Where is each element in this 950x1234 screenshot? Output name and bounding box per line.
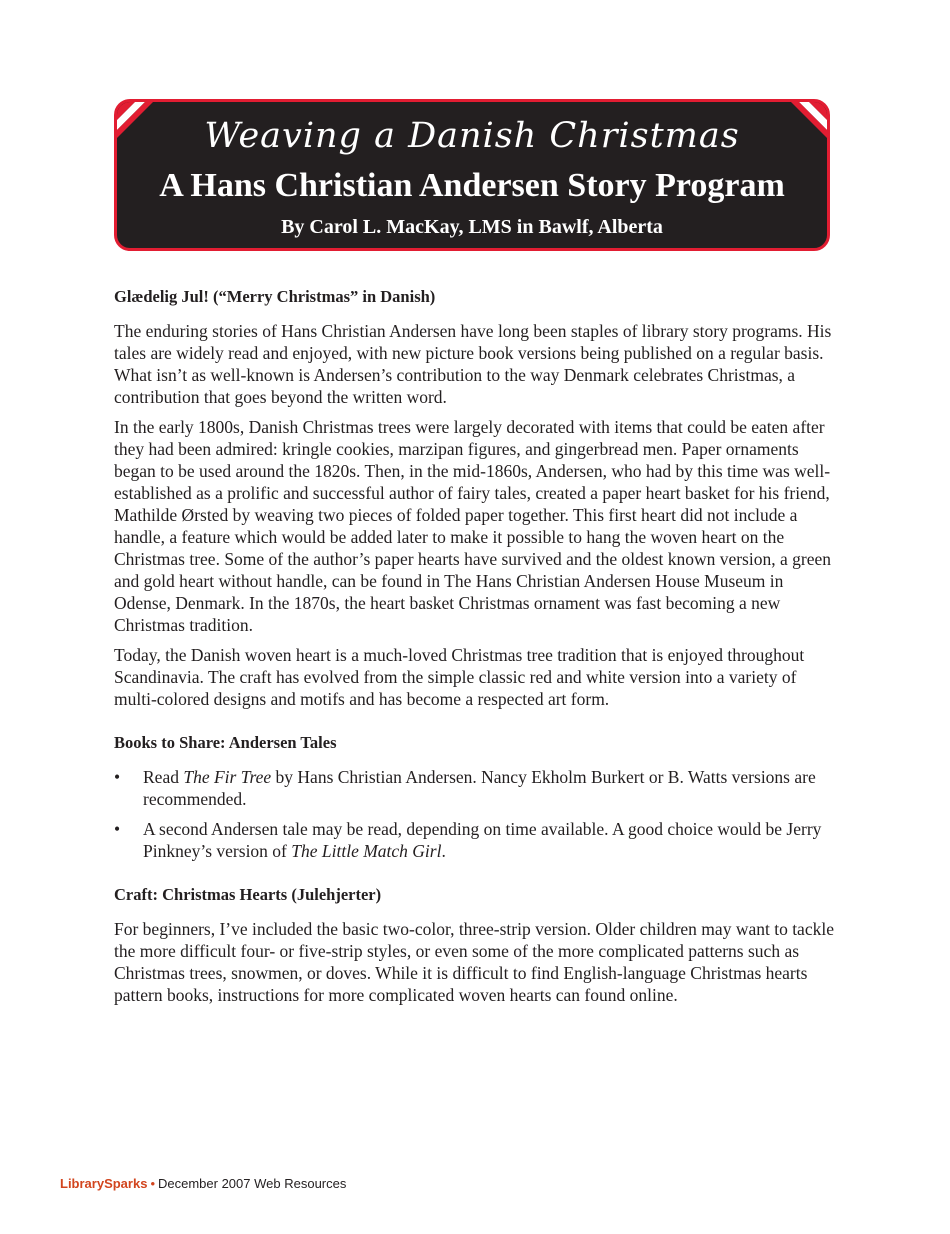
article-body bbox=[114, 286, 840, 1014]
books-list bbox=[114, 766, 840, 862]
book-title-match-girl: The Little Match Girl bbox=[291, 841, 442, 861]
author-byline: By Carol L. MacKay, LMS in Bawlf, Alberta bbox=[281, 216, 663, 238]
footer-separator: • bbox=[150, 1176, 155, 1191]
paragraph-history: In the early 1800s, Danish Christmas trees were largely decorated with items that could be eaten after they had been admired: kringle cookies, marzipan figures, and gingerbread men. Paper ornaments began to be used around the 1820s. Then, in the mid-1860s, Andersen, who had by this time was well-established as a prolific and successful author of fairy tales, created a paper heart basket for his friend, Mathilde Ørsted by weaving two pieces of folded paper together. This first heart did not include a handle, a feature which would be added later to make it possible to hang the woven heart on the Christmas tree. Some of the author’s paper hearts have survived and the oldest known version, a green and gold heart without handle, can be found in The Hans Christian Andersen House Museum in Odense, Denmark. In the 1870s, the heart basket Christmas ornament was fast becoming a new Christmas tradition. bbox=[114, 417, 831, 635]
bullet-text-pre: Read bbox=[143, 767, 184, 787]
section-heading-greeting: Glædelig Jul! (“Merry Christmas” in Danish) bbox=[114, 287, 436, 306]
paragraph-today: Today, the Danish woven heart is a much-loved Christmas tree tradition that is enjoyed throughout Scandinavia. The craft has evolved from the simple classic red and white version into a variety of multi-colored designs and motifs and has become a respected art form. bbox=[114, 645, 805, 709]
bullet-text-post: by Hans Christian Andersen. Nancy Ekholm Burkert or B. Watts versions are recommended. bbox=[143, 767, 816, 809]
section-heading-craft: Craft: Christmas Hearts (Julehjerter) bbox=[114, 885, 382, 904]
section-heading-books: Books to Share: Andersen Tales bbox=[114, 733, 337, 752]
script-title: Weaving a Danish Christmas bbox=[204, 116, 740, 156]
list-item bbox=[114, 818, 840, 862]
page-footer bbox=[60, 1176, 346, 1191]
footer-text: December 2007 Web Resources bbox=[158, 1176, 347, 1191]
bullet-icon: • bbox=[114, 767, 121, 787]
bullet-icon: • bbox=[114, 819, 121, 839]
list-item bbox=[114, 766, 840, 810]
bullet-text-post: . bbox=[441, 841, 446, 861]
paragraph-craft: For beginners, I’ve included the basic two-color, three-strip version. Older children may want to tackle the more difficult four- or five-strip styles, or even some of the more complicated patterns such as Christmas trees, snowmen, or doves. While it is difficult to find English-language Christmas hearts pattern books, instructions for more complicated woven hearts can found online. bbox=[114, 919, 834, 1005]
brand-name: LibrarySparks bbox=[60, 1176, 148, 1191]
title-banner bbox=[114, 99, 830, 251]
paragraph-intro: The enduring stories of Hans Christian Andersen have long been staples of library story programs. His tales are widely read and enjoyed, with new picture book versions being published on a regular basis. What isn’t as well-known is Andersen’s contribution to the way Denmark celebrates Christmas, a contribution that goes beyond the written word. bbox=[114, 321, 832, 407]
banner-title: A Hans Christian Andersen Story Program bbox=[159, 167, 785, 204]
bullet-text-pre: A second Andersen tale may be read, depending on time available. A good choice would be Jerry Pinkney’s version of bbox=[143, 819, 822, 861]
book-title-fir-tree: The Fir Tree bbox=[183, 767, 272, 787]
